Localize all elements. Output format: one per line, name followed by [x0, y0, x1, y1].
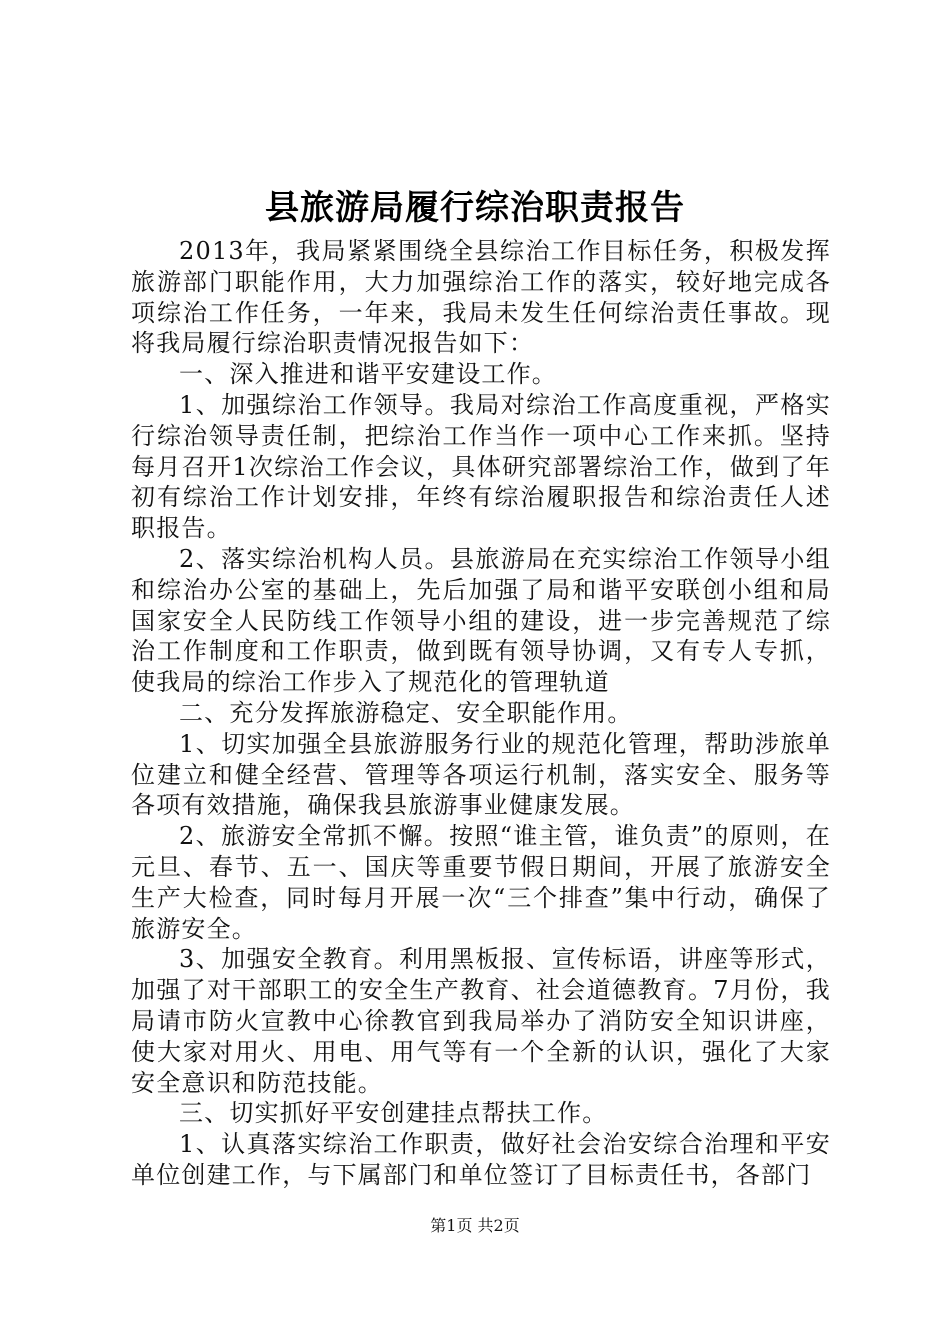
- paragraph-1-2: 2、落实综治机构人员。县旅游局在充实综治工作领导小组和综治办公室的基础上，先后加强了局和谐平安联创小组和局国家安全人民防线工作领导小组的建设，进一步完善规范了综治工作制度和工作职责，做到既有领导协调，又有专人专抓，使我局的综治工作步入了规范化的管理轨道: [131, 544, 831, 697]
- section-heading-1: 一、深入推进和谐平安建设工作。: [179, 360, 557, 389]
- paragraph-2-2: 2、旅游安全常抓不懈。按照“谁主管，谁负责”的原则，在元旦、春节、五一、国庆等重要节假日期间，开展了旅游安全生产大检查，同时每月开展一次“三个排查”集中行动，确保了旅游安全。: [131, 822, 831, 943]
- paragraph-3-1: 1、认真落实综治工作职责，做好社会治安综合治理和平安单位创建工作，与下属部门和单位签订了目标责任书，各部门: [131, 1130, 831, 1189]
- paragraph-2-1: 1、切实加强全县旅游服务行业的规范化管理，帮助涉旅单位建立和健全经营、管理等各项运行机制，落实安全、服务等各项有效措施，确保我县旅游事业健康发展。: [131, 729, 831, 820]
- document-body: [131, 236, 831, 1191]
- document-title: 县旅游局履行综治职责报告: [265, 188, 685, 228]
- paragraph-2-3: 3、加强安全教育。利用黑板报、宣传标语，讲座等形式，加强了对干部职工的安全生产教育、社会道德教育。7月份，我局请市防火宣教中心徐教官到我局举办了消防安全知识讲座，使大家对用火、用电、用气等有一个全新的认识，强化了大家安全意识和防范技能。: [131, 945, 831, 1097]
- section-heading-3: 三、切实抓好平安创建挂点帮扶工作。: [179, 1099, 608, 1128]
- paragraph-intro: 2013年，我局紧紧围绕全县综治工作目标任务，积极发挥旅游部门职能作用，大力加强综治工作的落实，较好地完成各项综治工作任务，一年来，我局未发生任何综治责任事故。现将我局履行综治职责情况报告如下：: [131, 237, 831, 358]
- page-footer: 第1页 共2页: [430, 1216, 520, 1235]
- paragraph-1-1: 1、加强综治工作领导。我局对综治工作高度重视，严格实行综治领导责任制，把综治工作当作一项中心工作来抓。坚持每月召开1次综治工作会议，具体研究部署综治工作，做到了年初有综治工作计划安排，年终有综治履职报告和综治责任人述职报告。: [131, 390, 831, 543]
- section-heading-2: 二、充分发挥旅游稳定、安全职能作用。: [179, 698, 633, 727]
